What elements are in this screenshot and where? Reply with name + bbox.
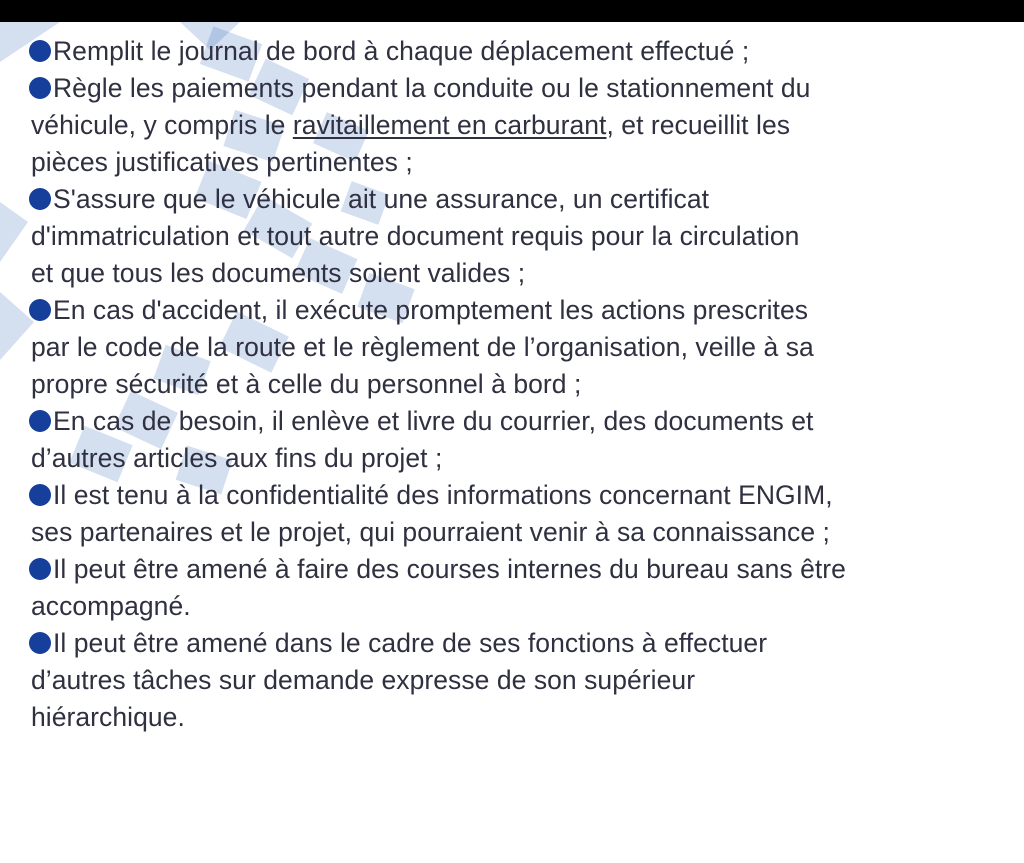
bullet-icon [29, 632, 51, 654]
item-text: , et recueillit les [606, 110, 791, 140]
document-body [31, 33, 1011, 736]
bullet-icon [29, 77, 51, 99]
item-text: Règle les paiements pendant la conduite ou le stationnement du [53, 73, 811, 103]
bullet-icon [29, 558, 51, 580]
list-item [31, 181, 1011, 292]
item-text: accompagné. [31, 591, 191, 621]
item-text: En cas de besoin, il enlève et livre du courrier, des documents et [53, 406, 814, 436]
item-text: En cas d'accident, il exécute promptement les actions prescrites [53, 295, 809, 325]
item-text: véhicule, y compris le [31, 110, 293, 140]
item-text: pièces justificatives pertinentes ; [31, 147, 413, 177]
item-text: par le code de la route et le règlement de l’organisation, veille à sa [31, 332, 814, 362]
item-text: Remplit le journal de bord à chaque déplacement effectué ; [53, 36, 750, 66]
list-item [31, 33, 1011, 70]
bullet-icon [29, 410, 51, 432]
list-item [31, 477, 1011, 551]
fuel-link[interactable]: ravitaillement en carburant [292, 110, 607, 140]
watermark-shape [0, 202, 28, 262]
bullet-icon [29, 299, 51, 321]
item-text: et que tous les documents soient valides ; [31, 258, 526, 288]
item-text: d’autres articles aux fins du projet ; [31, 443, 443, 473]
watermark-shape [0, 292, 34, 360]
bullet-icon [29, 40, 51, 62]
list-item [31, 625, 1011, 736]
item-text: propre sécurité et à celle du personnel à bord ; [31, 369, 582, 399]
item-text: d'immatriculation et tout autre document requis pour la circulation [31, 221, 800, 251]
list-item [31, 70, 1011, 181]
list-item [31, 403, 1011, 477]
list-item [31, 551, 1011, 625]
item-text: d’autres tâches sur demande expresse de son supérieur [31, 665, 696, 695]
bullet-icon [29, 484, 51, 506]
item-text: Il peut être amené dans le cadre de ses fonctions à effectuer [53, 628, 768, 658]
list-item [31, 292, 1011, 403]
item-text: Il est tenu à la confidentialité des informations concernant ENGIM, [53, 480, 833, 510]
item-text: Il peut être amené à faire des courses internes du bureau sans être [53, 554, 846, 584]
top-black-bar [0, 0, 1024, 22]
item-text: hiérarchique. [31, 702, 185, 732]
item-text: ses partenaires et le projet, qui pourraient venir à sa connaissance ; [31, 517, 830, 547]
item-text: S'assure que le véhicule ait une assurance, un certificat [53, 184, 710, 214]
bullet-icon [29, 188, 51, 210]
